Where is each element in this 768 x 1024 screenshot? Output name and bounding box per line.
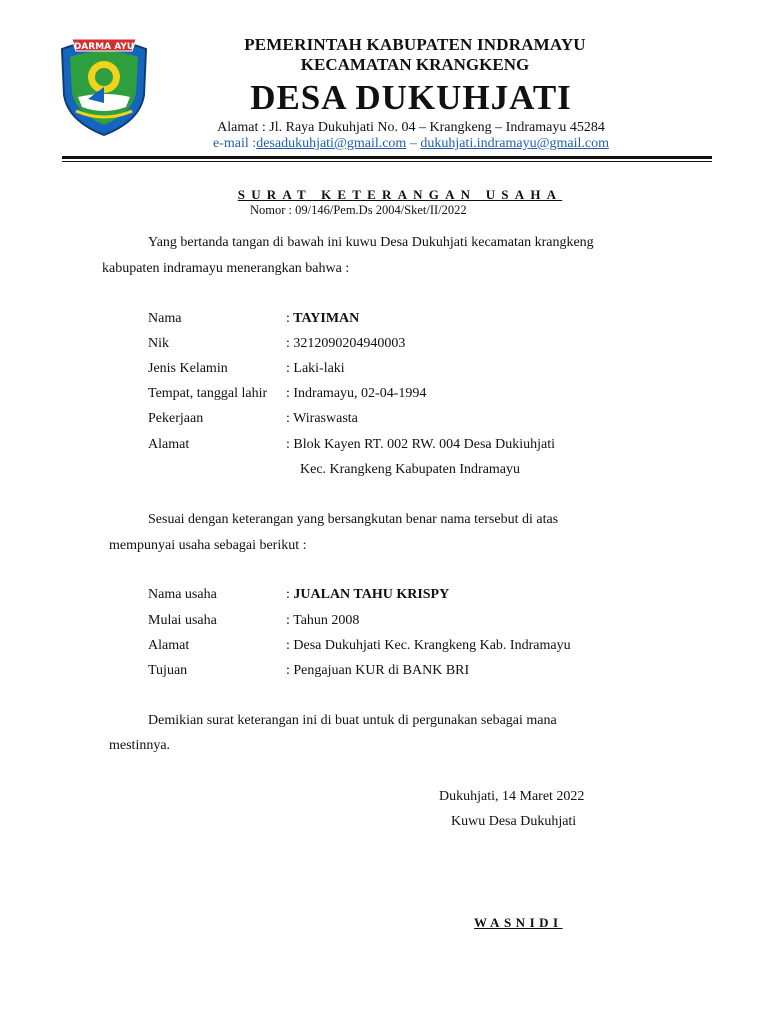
email-link-2[interactable]: dukuhjati.indramayu@gmail.com: [420, 136, 609, 151]
header-government: PEMERINTAH KABUPATEN INDRAMAYU: [244, 35, 586, 54]
person-value-birth: : Indramayu, 02-04-1994: [286, 386, 427, 401]
intro-line-1: Yang bertanda tangan di bawah ini kuwu Desa Dukuhjati kecamatan krangkeng: [148, 235, 594, 250]
person-value-name: : TAYIMAN: [286, 311, 360, 326]
signature-place-date: Dukuhjati, 14 Maret 2022: [439, 789, 585, 804]
person-value-nik: : 3212090204940003: [286, 336, 406, 351]
person-label-job: Pekerjaan: [148, 411, 204, 426]
person-label-gender: Jenis Kelamin: [148, 361, 228, 376]
header-rule-thick: [62, 156, 712, 159]
colon: :: [286, 587, 290, 602]
colon: :: [286, 411, 290, 426]
person-label-address: Alamat: [148, 437, 190, 452]
colon: :: [286, 361, 290, 376]
business-label-name: Nama usaha: [148, 587, 217, 602]
colon: :: [286, 613, 290, 628]
logo-text: DARMA AYU: [73, 42, 135, 52]
person-label-name: Nama: [148, 311, 182, 326]
business-label-start: Mulai usaha: [148, 613, 217, 628]
colon: :: [286, 663, 290, 678]
header-email: [0, 136, 768, 152]
middle-line-1: Sesuai dengan keterangan yang bersangkutan benar nama tersebut di atas: [148, 512, 559, 527]
header-address: Alamat : Jl. Raya Dukuhjati No. 04 – Krangkeng – Indramayu 45284: [217, 120, 605, 135]
colon: :: [286, 386, 290, 401]
person-value-address: : Blok Kayen RT. 002 RW. 004 Desa Dukiuhjati: [286, 437, 556, 452]
signature-name: WASNIDI: [474, 915, 563, 930]
person-label-birth: Tempat, tanggal lahir: [148, 386, 268, 401]
email-link-1[interactable]: desadukuhjati@gmail.com: [256, 136, 407, 151]
business-label-address: Alamat: [148, 638, 190, 653]
person-address-continued: Kec. Krangkeng Kabupaten Indramayu: [300, 462, 521, 477]
person-value-gender: : Laki-laki: [286, 361, 345, 376]
colon: :: [286, 311, 290, 326]
document-number: Nomor : 09/146/Pem.Ds 2004/Sket/II/2022: [250, 203, 467, 217]
person-label-nik: Nik: [148, 336, 169, 351]
business-value-purpose: : Pengajuan KUR di BANK BRI: [286, 663, 470, 678]
signature-position: Kuwu Desa Dukuhjati: [451, 814, 577, 829]
closing-line-1: Demikian surat keterangan ini di buat untuk di pergunakan sebagai mana: [148, 713, 557, 728]
business-value-address: : Desa Dukuhjati Kec. Krangkeng Kab. Indramayu: [286, 638, 571, 653]
intro-line-2: kabupaten indramayu menerangkan bahwa :: [102, 261, 350, 276]
email-prefix: e-mail :: [213, 136, 257, 151]
colon: :: [286, 336, 290, 351]
business-label-purpose: Tujuan: [148, 663, 188, 678]
header-district: KECAMATAN KRANGKENG: [300, 55, 530, 74]
middle-line-2: mempunyai usaha sebagai berikut :: [109, 538, 307, 553]
email-separator: –: [406, 136, 421, 151]
document-title: SURAT KETERANGAN USAHA: [237, 187, 563, 202]
business-value-name: : JUALAN TAHU KRISPY: [286, 587, 450, 602]
closing-line-2: mestinnya.: [109, 738, 171, 753]
colon: :: [286, 638, 290, 653]
person-value-job: : Wiraswasta: [286, 411, 358, 426]
business-value-start: : Tahun 2008: [286, 613, 360, 628]
colon: :: [286, 437, 290, 452]
header-village: DESA DUKUHJATI: [250, 78, 572, 117]
header-rule-thin: [62, 161, 712, 162]
